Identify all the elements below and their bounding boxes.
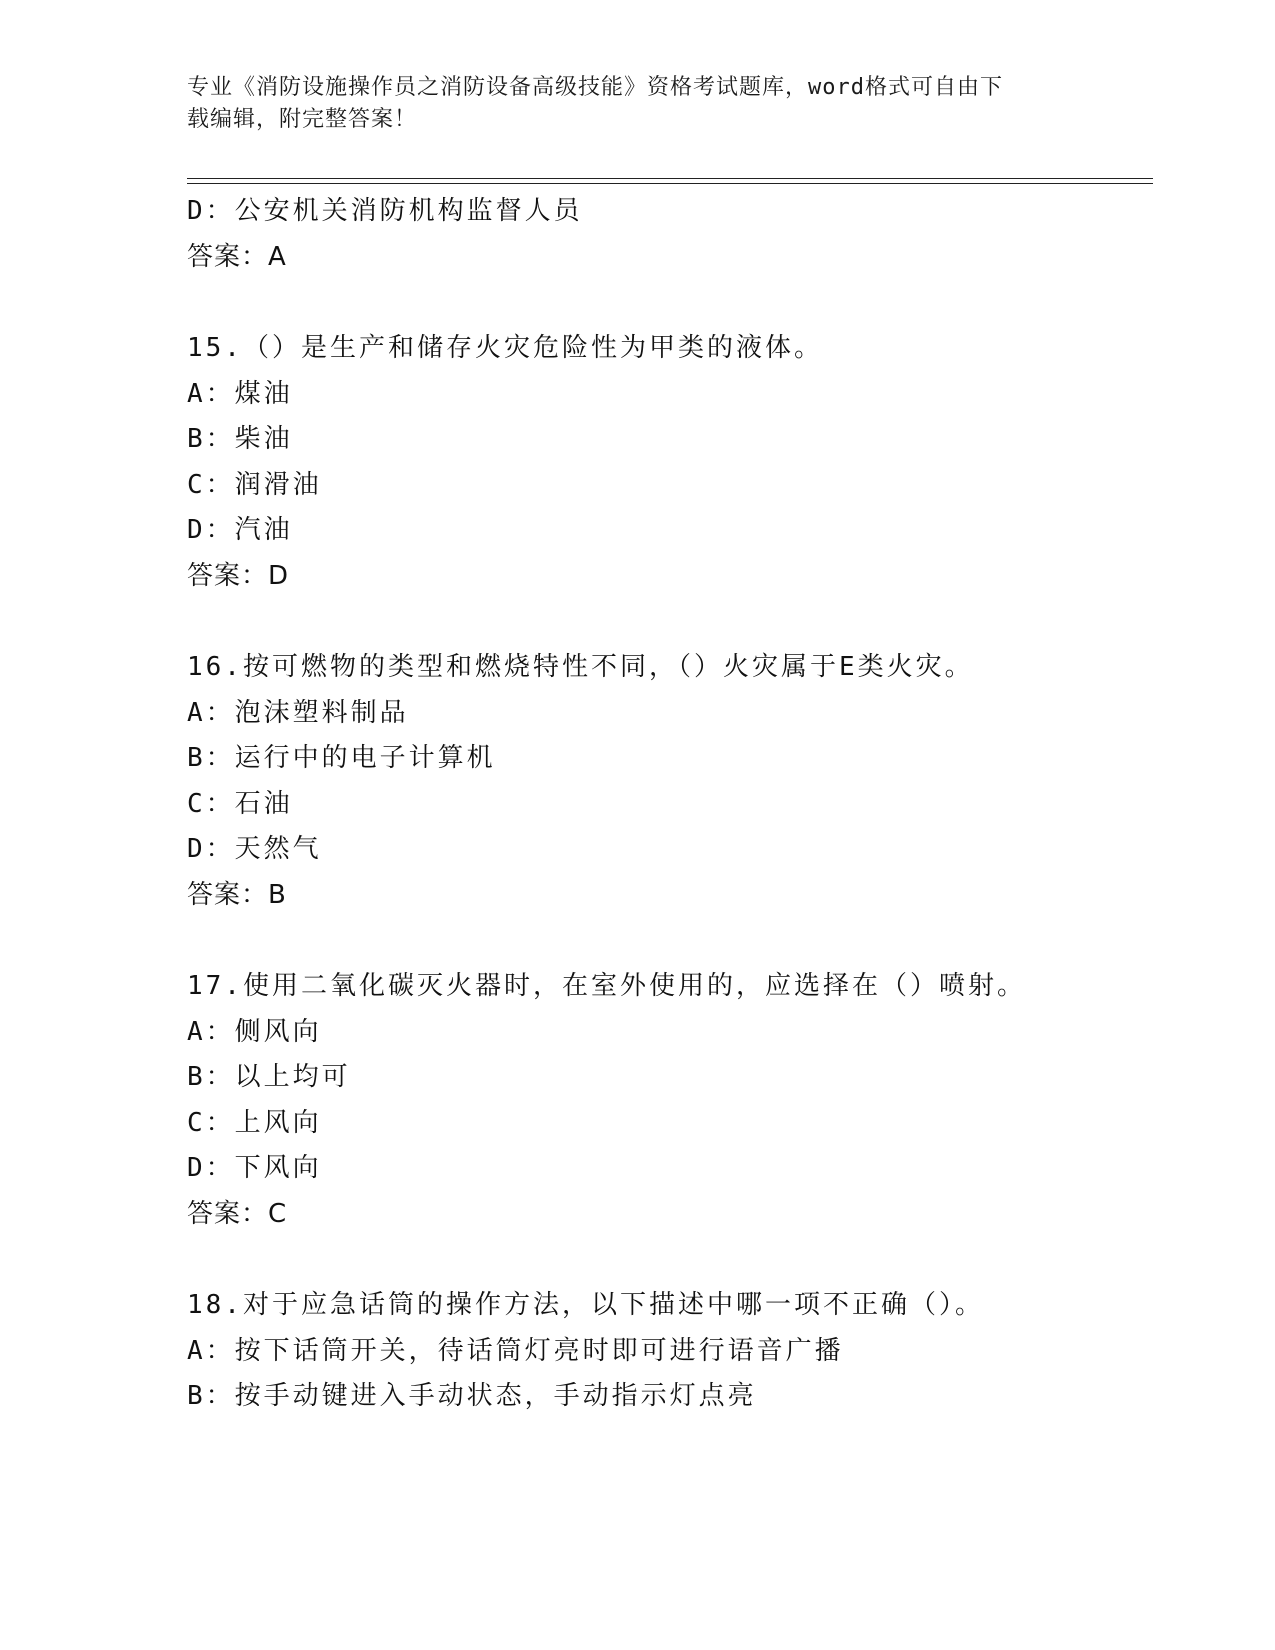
- answer-line: 答案：D: [187, 560, 290, 591]
- answer-line: 答案：A: [187, 241, 287, 272]
- header-divider-bottom: [187, 183, 1153, 184]
- option-b: B：按手动键进入手动状态，手动指示灯点亮: [187, 1381, 757, 1411]
- header-line-2: 载编辑，附完整答案！: [187, 107, 418, 132]
- spacer: [187, 280, 1153, 326]
- spacer: [187, 1237, 1153, 1283]
- question-fragment: [187, 189, 1153, 280]
- header-divider-top: [187, 178, 1153, 179]
- question-stem: 18.对于应急话筒的操作方法，以下描述中哪一项不正确（）。: [187, 1290, 984, 1320]
- option-c: C：上风向: [187, 1107, 322, 1138]
- option-d: D：天然气: [187, 834, 322, 864]
- option-a: A：煤油: [187, 378, 293, 409]
- option-d: D：汽油: [187, 515, 293, 545]
- option-b: B：以上均可: [187, 1062, 351, 1092]
- option-a: A：泡沫塑料制品: [187, 697, 409, 728]
- option-b: B：运行中的电子计算机: [187, 743, 496, 773]
- question-16: [187, 645, 1153, 918]
- question-18: [187, 1283, 1153, 1420]
- question-list: [187, 189, 1153, 1420]
- header-line-1: 专业《消防设施操作员之消防设备高级技能》资格考试题库，word格式可自由下: [187, 75, 1003, 100]
- option-c: C：石油: [187, 788, 293, 819]
- spacer: [187, 918, 1153, 964]
- question-stem: 16.按可燃物的类型和燃烧特性不同，（）火灾属于E类火灾。: [187, 652, 974, 682]
- answer-line: 答案：C: [187, 1198, 288, 1229]
- option-a: A：侧风向: [187, 1016, 322, 1047]
- question-stem: 17.使用二氧化碳灭火器时，在室外使用的，应选择在（）喷射。: [187, 971, 1026, 1001]
- option-b: B：柴油: [187, 424, 293, 454]
- question-17: [187, 964, 1153, 1237]
- option-c: C：润滑油: [187, 469, 322, 500]
- page-header: [187, 72, 1067, 136]
- question-15: [187, 326, 1153, 599]
- option-d: D：公安机关消防机构监督人员: [187, 196, 583, 226]
- option-d: D：下风向: [187, 1153, 322, 1183]
- option-a: A：按下话筒开关，待话筒灯亮时即可进行语音广播: [187, 1335, 844, 1366]
- spacer: [187, 599, 1153, 645]
- answer-line: 答案：B: [187, 879, 287, 910]
- question-stem: 15.（）是生产和储存火灾危险性为甲类的液体。: [187, 333, 823, 363]
